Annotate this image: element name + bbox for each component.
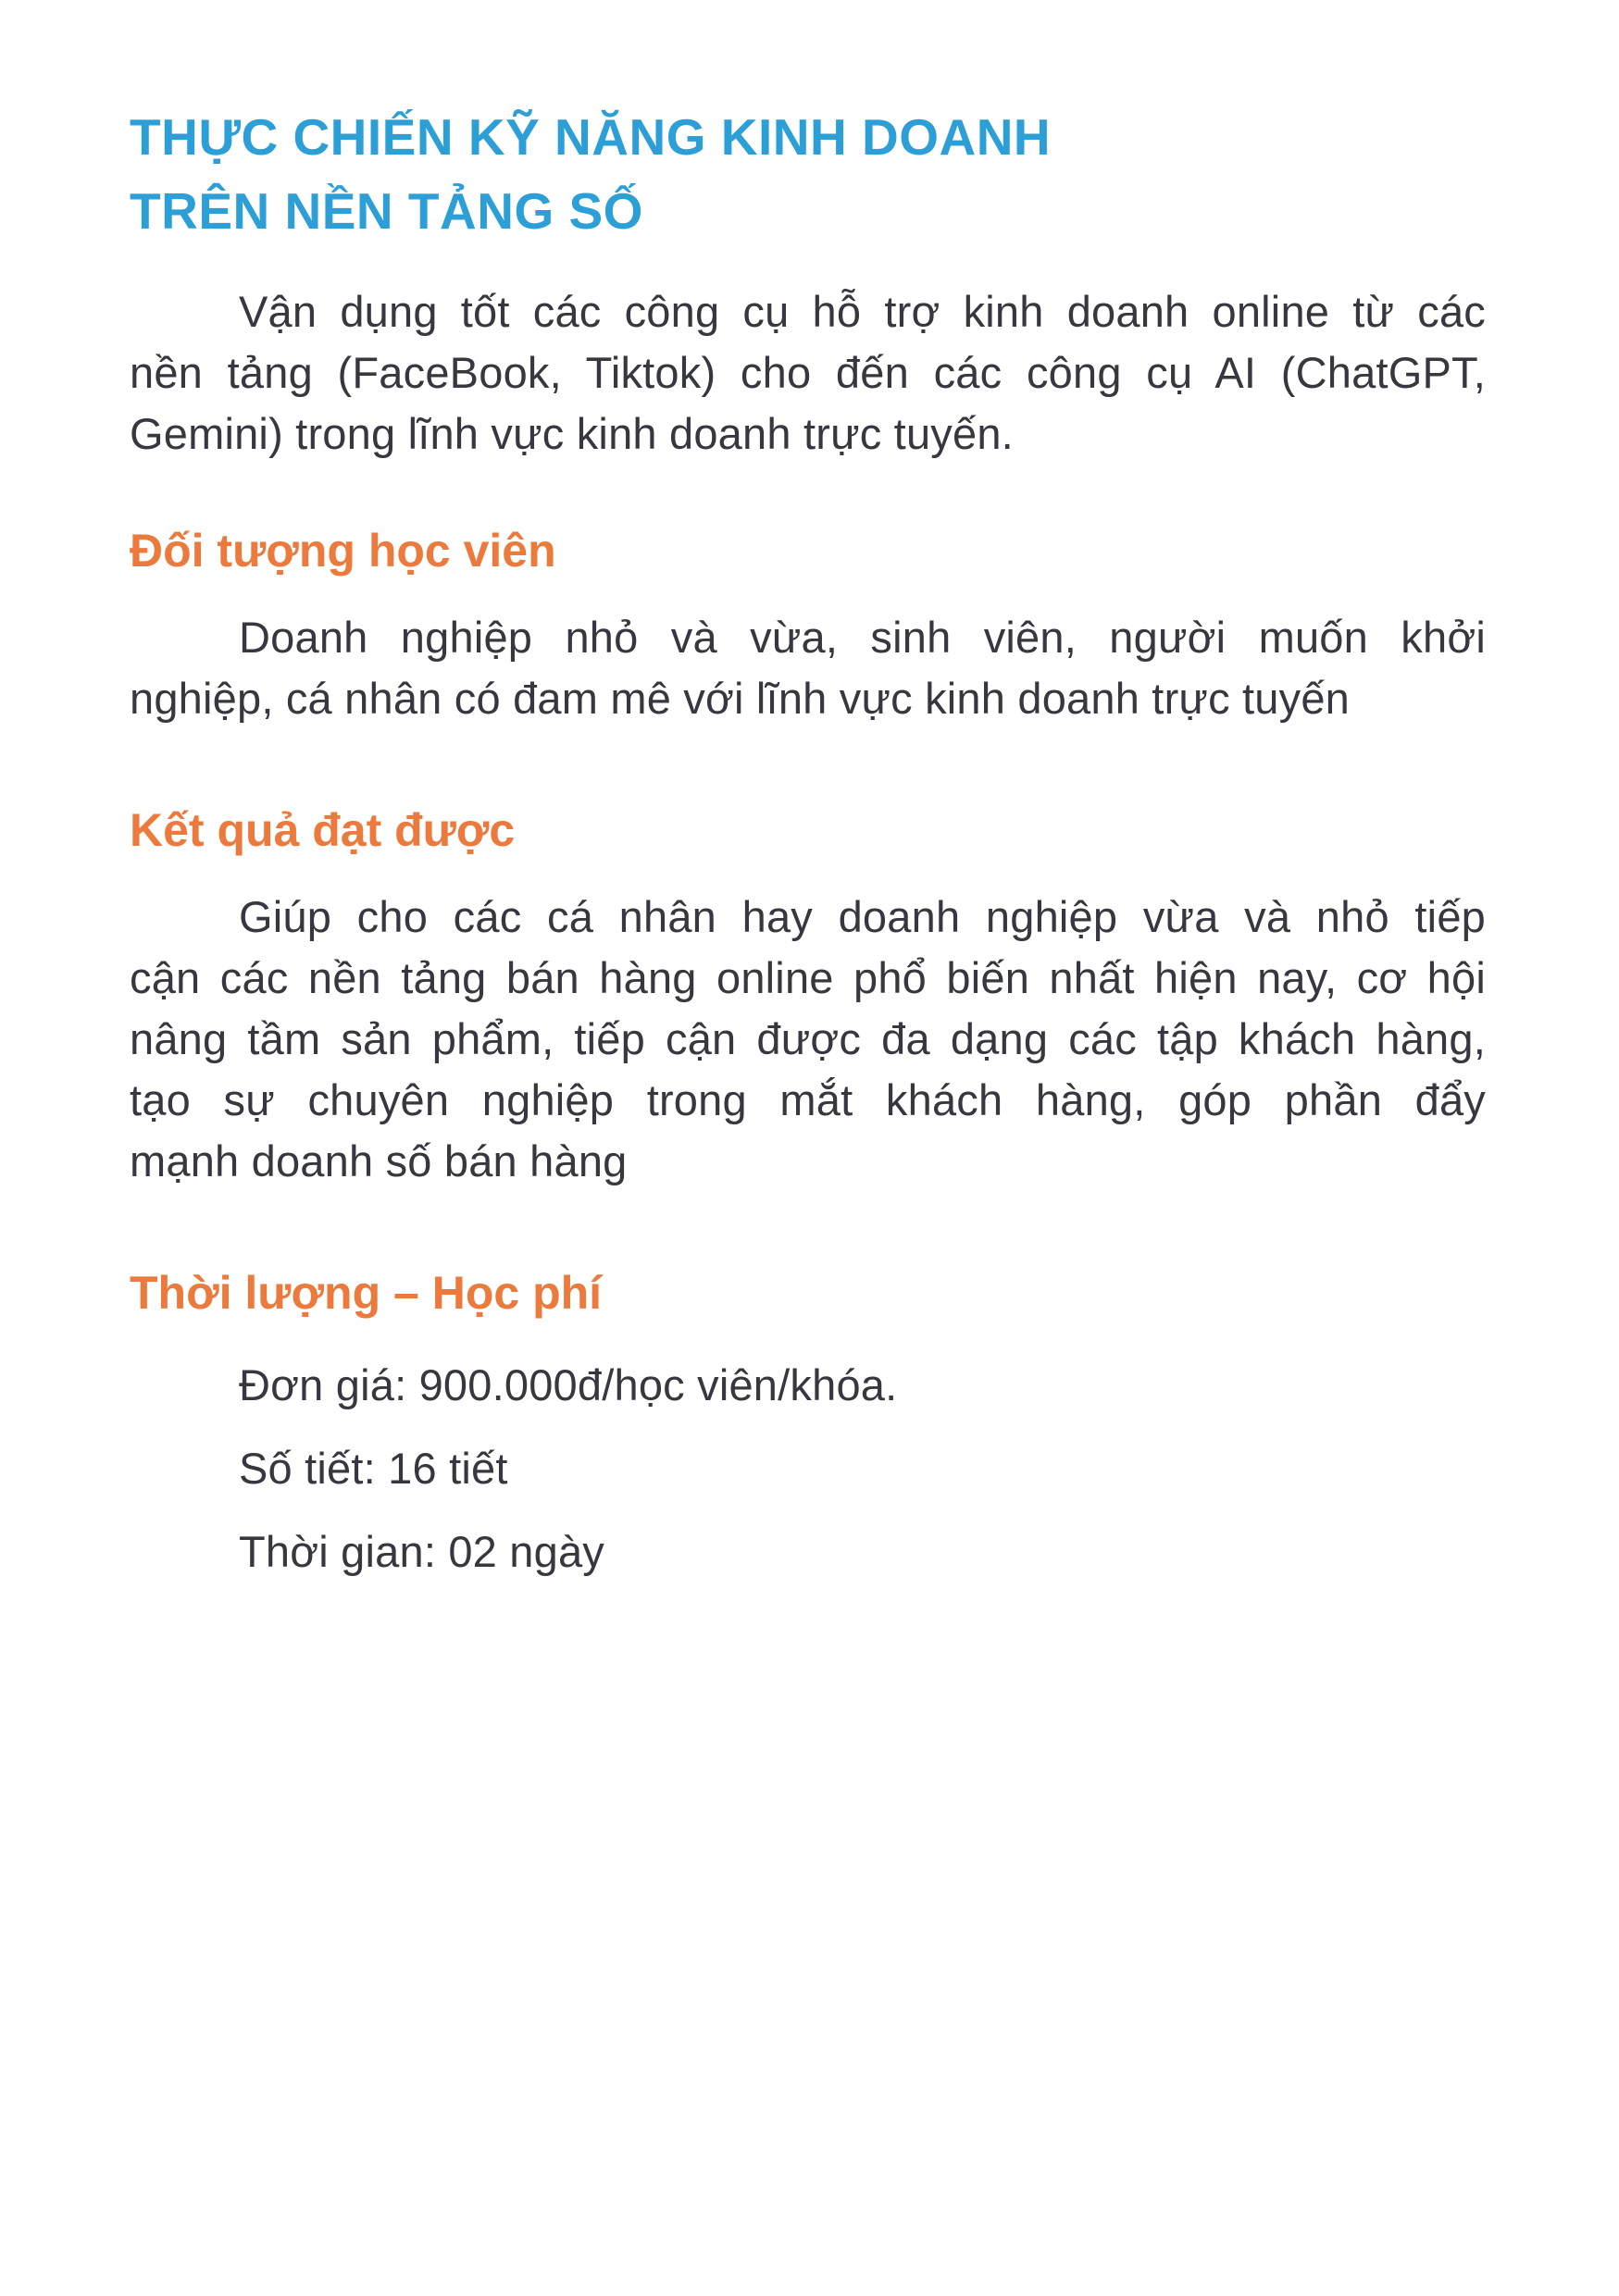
pricing-unit-price: Đơn giá: 900.000đ/học viên/khóa. — [239, 1360, 898, 1409]
section-heading-audience: Đối tượng học viên — [130, 525, 556, 577]
intro-paragraph — [130, 281, 1486, 465]
document-content — [0, 100, 1619, 1582]
results-line-4: tạo sự chuyên nghiệp trong mắt khách hàng, góp phần đẩy — [130, 1075, 1486, 1124]
results-paragraph — [130, 887, 1486, 1192]
intro-line-1: Vận dụng tốt các công cụ hỗ trợ kinh doanh online từ các — [239, 287, 1486, 336]
intro-line-3: Gemini) trong lĩnh vực kinh doanh trực tuyến. — [130, 409, 1014, 458]
results-line-1: Giúp cho các cá nhân hay doanh nghiệp vừa và nhỏ tiếp — [239, 892, 1486, 941]
pricing-details — [130, 1355, 1486, 1582]
audience-line-1: Doanh nghiệp nhỏ và vừa, sinh viên, người muốn khởi — [239, 613, 1486, 662]
audience-line-2: nghiệp, cá nhân có đam mê với lĩnh vực kinh doanh trực tuyến — [130, 674, 1351, 723]
results-line-5: mạnh doanh số bán hàng — [130, 1136, 628, 1185]
page-title-line-1: THỰC CHIẾN KỸ NĂNG KINH DOANH — [130, 108, 1052, 166]
pricing-duration: Thời gian: 02 ngày — [239, 1527, 604, 1576]
page-title-line-2: TRÊN NỀN TẢNG SỐ — [130, 182, 643, 240]
intro-line-2: nền tảng (FaceBook, Tiktok) cho đến các công cụ AI (ChatGPT, — [130, 348, 1486, 397]
section-heading-pricing: Thời lượng – Học phí — [130, 1267, 603, 1319]
results-line-2: cận các nền tảng bán hàng online phổ biến nhất hiện nay, cơ hội — [130, 953, 1486, 1002]
results-line-3: nâng tầm sản phẩm, tiếp cận được đa dạng các tập khách hàng, — [130, 1014, 1486, 1063]
page-title — [130, 100, 1486, 248]
pricing-lesson-count: Số tiết: 16 tiết — [239, 1444, 508, 1493]
section-heading-results: Kết quả đạt được — [130, 804, 516, 856]
audience-paragraph — [130, 607, 1486, 729]
